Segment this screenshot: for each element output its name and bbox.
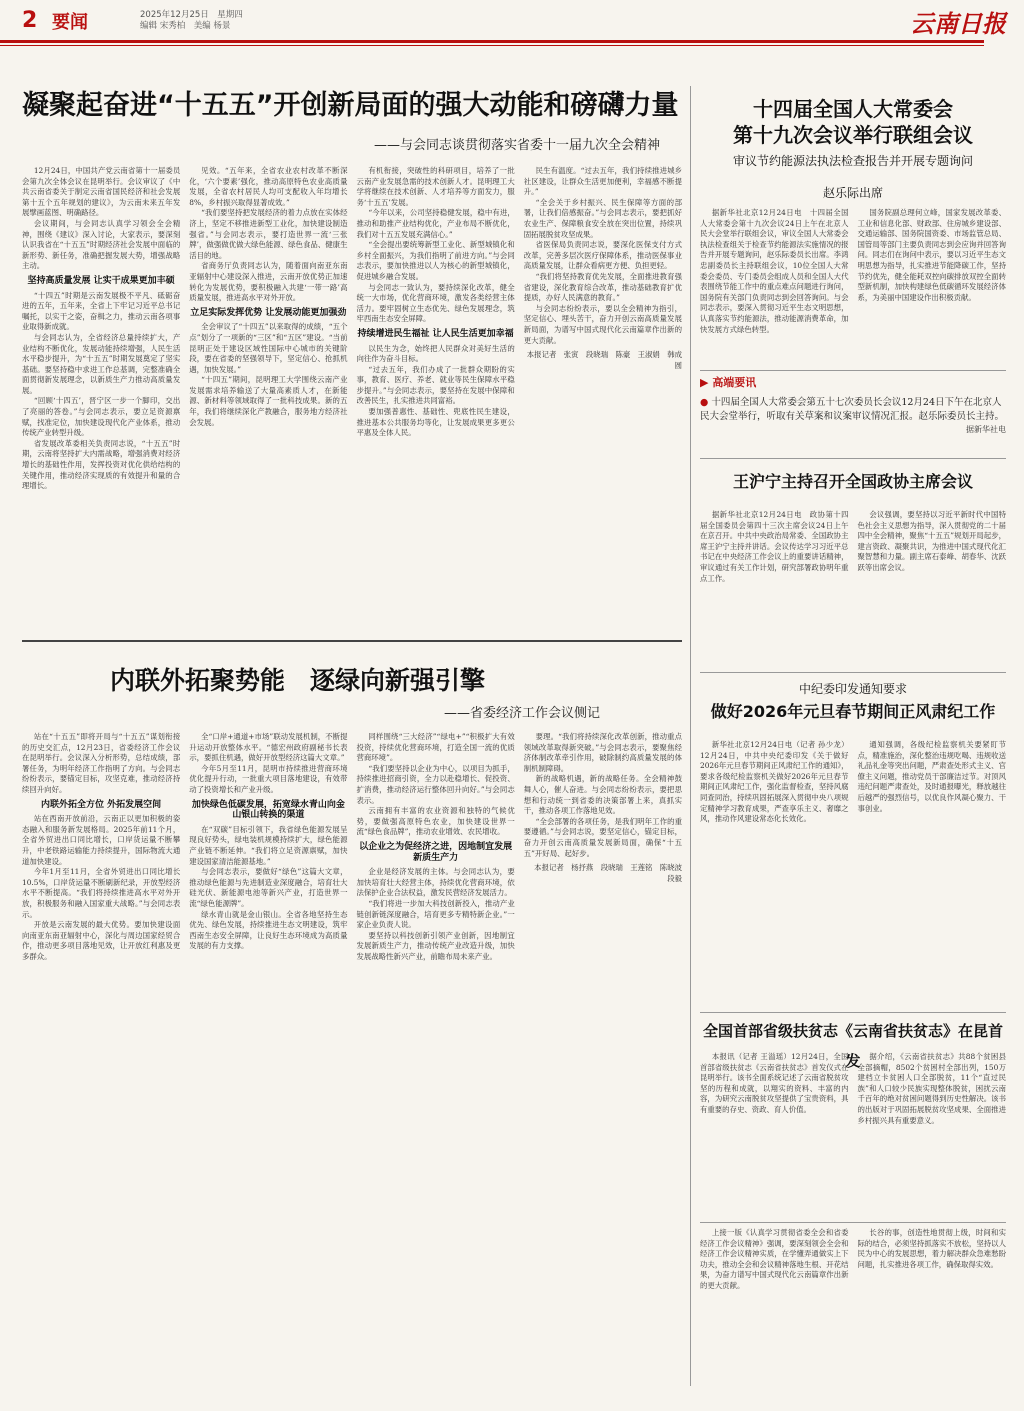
brief-tag <box>700 374 1006 390</box>
lead-col-1 <box>22 166 180 636</box>
paragraph: 据新华社北京12月24日电 十四届全国人大常委会第十九次会议24日上午在北京人民大会堂举行联组会议，审议全国人大常委会执法检查组关于检查节约能源法实施情况的报告并开展专题询问，赵乐际委员长出席。李鸿忠副委员长主持联组会议，10位全国人大常委会委员、专门委员会组成人员和全国人大代表围绕节能工作中的重点难点问题进行询问，国务院有关部门负责同志到会回答询问。与会同志表示，要深入贯彻习近平生态文明思想，认真落实节约能源法，推动能源消费革命，加快发展方式绿色转型。 <box>700 208 849 334</box>
second-headline: 内联外拓聚势能 逐绿向新强引擎 <box>110 666 486 695</box>
masthead-logo: 云南日报 <box>910 9 1006 38</box>
second-body <box>22 732 690 1397</box>
page-header <box>22 0 1006 40</box>
paragraph: 上接一版《认真学习贯彻省委全会和省委经济工作会议精神》强调，要深刻领会全会和经济工作会议精神实质，在学懂弄通做实上下功夫，推动全会和会议精神落地生根、开花结果，为奋力谱写中国式现代化云南篇章作出新的更大贡献。 <box>700 1228 849 1290</box>
paragraph: 与会同志表示，要做好“绿色”这篇大文章，推动绿色能源与先进制造业深度融合，培育壮大硅光伏、新能源电池等新兴产业，打造世界一流“绿色能源牌”。 <box>189 867 348 908</box>
paragraph: “今年以来，公司坚持稳健发展，稳中有进，推动和助推产业结构优化，产业布局不断优化，我们对十五五发展充满信心。” <box>356 208 515 239</box>
paragraph: “我们将进一步加大科技创新投入，推动产业链创新链深度融合，培育更多专精特新企业。”一家企业负责人说。 <box>356 898 515 930</box>
paragraph: 云南拥有丰富的农业资源和独特的气候优势，要做强高原特色农业，加快建设世界一流“绿色食品牌”，推动农业增效、农民增收。 <box>356 806 515 837</box>
discipline-headline-box <box>700 680 1006 736</box>
second-col-3 <box>357 732 515 1397</box>
npc-headline-box <box>700 96 1006 186</box>
lead-col-2 <box>189 166 347 636</box>
npc-body <box>700 208 1006 366</box>
discipline-col-2 <box>858 740 1007 980</box>
header-meta <box>140 10 243 32</box>
brief-rule <box>700 370 1006 371</box>
poverty-rule <box>700 1012 1006 1013</box>
discipline-rule <box>700 672 1006 673</box>
paragraph: “我们要坚持以企业为中心，以项目为抓手，持续推进招商引资，全力以赴稳增长、促投资、扩消费，推动经济运行整体回升向好。”与会同志表示。 <box>356 763 515 805</box>
paragraph: 站在西南开放前沿，云南正以更加积极的姿态融入和服务新发展格局。2025年前11个月，全省外贸进出口同比增长，口岸货运量不断攀升，中老铁路运输能力持续提升，国际物流大通道加快建设。 <box>22 814 181 866</box>
paragraph: 与会同志纷纷表示，要以全会精神为指引，坚定信心、埋头苦干，奋力开创云南高质量发展新局面，为谱写中国式现代化云南篇章作出新的更大贡献。 <box>523 303 682 345</box>
paragraph: 通知强调，各级纪检监察机关要紧盯节点，精准施治，深化整治违规吃喝、违规收送礼品礼金等突出问题，严肃查处形式主义、官僚主义问题，推动党员干部廉洁过节。对顶风违纪问题严肃查处，及时通报曝光，释放越往后越严的强烈信号，以优良作风凝心聚力、干事创业。 <box>857 740 1006 813</box>
paragraph: 绿水青山就是金山银山。全省各地坚持生态优先、绿色发展，持续推进生态文明建设，筑牢西南生态安全屏障，让良好生态环境成为高质量发展的有力支撑。 <box>189 909 348 951</box>
section-divider <box>22 640 682 642</box>
paragraph: “全会提出要统筹新型工业化、新型城镇化和乡村全面振兴，为我们指明了前进方向。”与会同志表示，要加快推进以人为核心的新型城镇化，促进城乡融合发展。 <box>356 240 515 281</box>
paragraph: “过去五年，我们办成了一批群众期盼的实事，教育、医疗、养老、就业等民生保障水平稳步提升。”与会同志表示，要坚持在发展中保障和改善民生，扎实推进共同富裕。 <box>356 364 515 406</box>
cppcc-col-1 <box>700 510 849 650</box>
second-byline: 本报记者 杨抒燕 段晓瑞 王莲铭 陈晓波 段毅 <box>534 863 690 883</box>
paragraph: 新的战略机遇，新的战略任务。全会精神鼓舞人心，催人奋进。与会同志纷纷表示，要把思想和行动统一到省委的决策部署上来，真抓实干，推动各项工作落地见效。 <box>523 774 682 816</box>
second-subheading-1: 内联外拓全方位 外拓发展空间 <box>41 799 162 810</box>
paragraph: 今年1月至11月，全省外贸进出口同比增长10.5%，口岸货运量不断刷新纪录，开放型经济水平不断提高。“我们将持续推进高水平对外开放，积极服务和融入国家重大战略。”与会同志表示。 <box>22 867 181 919</box>
section-name: 要闻 <box>52 12 88 33</box>
second-subtitle-box <box>200 702 600 722</box>
brief-rule-bottom <box>700 458 1006 459</box>
cppcc-title: 王沪宁主持召开全国政协主席会议 <box>732 472 973 491</box>
paragraph: 见效。“五年来，全省农业农村改革不断深化，‘六个要素’强化，推动高原特色农业高质量发展，全省农村居民人均可支配收入年均增长8%，乡村振兴取得显著成效。” <box>189 166 348 207</box>
paragraph: 国务院副总理何立峰，国家发展改革委、工业和信息化部、财政部、住房城乡建设部、交通运输部、国务院国资委、市场监管总局、国管局等部门主要负责同志到会应询并回答询问。同志们在询问中表示，要以习近平生态文明思想为指导，扎实推进节能降碳工作，坚持节约优先，健全能耗双控向碳排放双控全面转型新机制，加快构建绿色低碳循环发展经济体系，为美丽中国建设作出积极贡献。 <box>857 208 1006 302</box>
paragraph: 省商务厅负责同志认为，随着面向南亚东南亚辐射中心建设深入推进，云南开放优势正加速转化为发展优势，要积极融入共建‘一带一路’高质量发展，推进高水平对外开放。 <box>189 261 348 303</box>
npc-title-line1: 十四届全国人大常委会 <box>753 97 953 121</box>
continuation-col-2 <box>858 1228 1007 1398</box>
paragraph: “全会部署的各项任务，是我们明年工作的重要遵循。”与会同志说，要坚定信心，锚定目标，奋力开创云南高质量发展新局面，确保“十五五”开好局、起好步。 <box>523 816 682 858</box>
lead-subheading-3: 持续增进民生福祉 让人民生活更加幸福 <box>357 328 514 339</box>
lead-col-4 <box>524 166 682 636</box>
discipline-body <box>700 740 1006 980</box>
date-line: 2025年12月25日 星期四 <box>140 10 243 20</box>
lead-byline: 本报记者 张寅 段晓瑞 陈豪 王淑娟 韩成圆 <box>526 350 682 370</box>
lead-headline-box <box>22 86 682 136</box>
paragraph: 有机衔接，突破性的科研项目，培养了一批云南产业发展急需的技术创新人才。昆明理工大学将继续在技术创新、人才培养等方面发力，服务‘十五五’发展。 <box>356 166 515 207</box>
brief-text: 十四届全国人大常委会第五十七次委员长会议12月24日下午在北京人民大会堂举行，听取有关草案和议案审议情况汇报。赵乐际委员长主持。 <box>700 397 1005 422</box>
paragraph: 与会同志一致认为，要持续深化改革，健全统一大市场，优化营商环境，激发各类经营主体活力。要牢固树立生态优先、绿色发展理念，筑牢西南生态安全屏障。 <box>356 282 515 324</box>
discipline-kicker: 中纪委印发通知要求 <box>798 682 907 696</box>
column-divider <box>690 86 691 1386</box>
second-col-1 <box>22 732 180 1397</box>
bullet-icon: ● <box>700 397 709 408</box>
npc-subtitle-line2: 赵乐际出席 <box>822 186 883 200</box>
paragraph: “回顾‘十四五’，晋宁区一步一个脚印，交出了亮丽的答卷。”与会同志表示，要立足资源禀赋，找准定位，加快建设现代化产业体系，推动传统产业转型升级。 <box>22 396 181 438</box>
cppcc-headline-box <box>700 466 1006 506</box>
brief-box <box>700 374 1006 454</box>
paragraph: 据新华社北京12月24日电 政协第十四届全国委员会第四十三次主席会议24日上午在京召开。中共中央政治局常委、全国政协主席王沪宁主持并讲话。会议传达学习习近平总书记在中央经济工作会议上的重要讲话精神，审议通过有关工作计划，研究部署政协明年重点工作。 <box>700 510 849 583</box>
paragraph: 企业是经济发展的主体。与会同志认为，要加快培育壮大经营主体，持续优化营商环境，依法保护企业合法权益，激发民营经济发展活力。 <box>356 867 515 898</box>
discipline-title: 做好2026年元旦春节期间正风肃纪工作 <box>710 702 996 721</box>
poverty-col-1 <box>700 1052 849 1212</box>
paragraph: “我们将坚持教育优先发展，全面推进教育强省建设，深化教育综合改革，推动基础教育扩优提质，办好人民满意的教育。” <box>523 271 682 303</box>
header-rule <box>0 40 984 43</box>
paragraph: 要理。“我们将持续深化改革创新，推动重点领域改革取得新突破。”与会同志表示，要聚焦经济体制改革牵引作用，破除制约高质量发展的体制机制障碍。 <box>523 732 682 773</box>
paragraph: 会议强调，要坚持以习近平新时代中国特色社会主义思想为指导，深入贯彻党的二十届四中全会精神，聚焦“十五五”规划开局起步，建言资政、凝聚共识，为推进中国式现代化汇聚智慧和力量。副主席石泰峰、胡春华、沈跃跃等出席会议。 <box>857 510 1006 572</box>
paragraph: 省医保局负责同志说，要深化医保支付方式改革，完善多层次医疗保障体系，推动医保事业高质量发展，让群众看病更方便、负担更轻。 <box>523 240 682 271</box>
lead-headline: 凝聚起奋进“十五五”开创新局面的强大动能和磅礴力量 <box>22 90 679 121</box>
continuation-body <box>700 1228 1006 1398</box>
paragraph: 民生有温度。“过去五年，我们持续推进城乡社区建设，让群众生活更加便利，幸福感不断提升。” <box>523 166 682 197</box>
npc-subtitle-line1: 审议节约能源法执法检查报告并开展专题询问 <box>732 154 973 168</box>
poverty-title: 全国首部省级扶贫志《云南省扶贫志》在昆首发 <box>702 1022 1003 1070</box>
paragraph: 要坚持以科技创新引领产业创新，因地制宜发展新质生产力，推动传统产业改造升级，加快发展战略性新兴产业，前瞻布局未来产业。 <box>356 930 515 961</box>
page-number: 2 <box>22 8 38 33</box>
editors-line: 编辑 宋秀柏 美编 杨景 <box>140 21 231 31</box>
paragraph: 今年5月至11月，昆明市持续推进营商环境优化提升行动，一批重大项目落地建设，有效带动了投资增长和产业升级。 <box>189 763 348 794</box>
npc-col-2 <box>858 208 1007 366</box>
paragraph: “我们要坚持把发展经济的着力点放在实体经济上，坚定不移推进新型工业化，加快建设制造强省。”与会同志表示，要打造世界一流‘三张牌’，做强做优做大绿色能源、绿色食品、健康生活目的地。 <box>189 208 348 260</box>
cppcc-col-2 <box>858 510 1007 650</box>
second-col-2 <box>189 732 347 1397</box>
paragraph: 开放是云南发展的最大优势。要加快建设面向南亚东南亚辐射中心，深化与周边国家经贸合作，推动更多项目落地见效，让开放红利惠及更多群众。 <box>22 920 181 961</box>
paragraph: 本报讯（记者 王溢瑶）12月24日，全国首部省级扶贫志《云南省扶贫志》首发仪式在昆明举行。该书全面系统记述了云南省脱贫攻坚的历程和成就，以翔实的资料、丰富的内容，为研究云南脱贫攻坚提供了宝贵资料，具有重要的存史、资政、育人价值。 <box>700 1052 849 1114</box>
paragraph: 站在“十五五”即将开局与“十五五”谋划衔接的历史交汇点，12月23日，省委经济工作会议在昆明举行。会议深入分析形势，总结成绩，部署任务，为明年经济工作指明了方向。与会同志纷纷表示，要锚定目标，攻坚克难，推动经济持续回升向好。 <box>22 732 181 794</box>
lead-subtitle-box <box>180 134 660 154</box>
second-col-4 <box>523 732 690 1397</box>
paragraph: 12月24日，中国共产党云南省第十一届委员会第九次全体会议在昆明举行。会议审议了《中共云南省委关于制定云南省国民经济和社会发展第十五个五年规划的建议》，为云南未来五年发展擘画蓝图、明确路径。 <box>22 166 181 218</box>
lead-body <box>22 166 682 636</box>
lead-col-3 <box>357 166 515 636</box>
npc-subtitle-box <box>700 184 1006 202</box>
npc-col-1 <box>700 208 849 366</box>
paragraph: 据介绍，《云南省扶贫志》共88个贫困县全部摘帽，8502个贫困村全部出列，150万建档立卡贫困人口全部脱贫，11个“直过民族”和人口较少民族实现整体脱贫，困扰云南千百年的绝对贫困问题得到历史性解决。该书的出版对于巩固拓展脱贫攻坚成果、全面推进乡村振兴具有重要意义。 <box>857 1052 1006 1125</box>
paragraph: 在“双碳”目标引领下，我省绿色能源发展呈现良好势头，绿电装机规模持续扩大，绿色能源产业链不断延伸。“我们将立足资源禀赋，加快建设国家清洁能源基地。” <box>189 824 348 866</box>
continuation-rule <box>700 1222 1006 1223</box>
paragraph: 新华社北京12月24日电（记者 孙少龙）12月24日，中共中央纪委印发《关于做好2026年元旦春节期间正风肃纪工作的通知》，要求各级纪检监察机关做好2026年元旦春节期间正风肃纪工作，强化监督检查，坚持风腐同查同治，持续巩固拓展深入贯彻中央八项规定精神学习教育成果，严查享乐主义、奢靡之风，推动作风建设常态化长效化。 <box>700 740 849 824</box>
npc-title-line2: 第十九次会议举行联组会议 <box>733 123 973 147</box>
lead-subtitle: ——与会同志谈贯彻落实省委十一届九次全会精神 <box>373 138 660 153</box>
continuation-col-1 <box>700 1228 849 1398</box>
paragraph: 要加强普惠性、基础性、兜底性民生建设，推进基本公共服务均等化，让发展成果更多更公平惠及全体人民。 <box>356 407 515 438</box>
cppcc-body <box>700 510 1006 650</box>
second-headline-box <box>110 662 670 702</box>
paragraph: 全会审议了“十四五”以来取得的成绩，“五个点”划分了一项新的“三区”和“五区”建设。“当前昆明正处于建设区域性国际中心城市的关键阶段，要在省委的坚强领导下，坚定信心、抢抓机遇，加快发展。” <box>189 322 348 374</box>
discipline-col-1 <box>700 740 849 980</box>
poverty-body <box>700 1052 1006 1212</box>
lead-subheading-1: 坚持高质量发展 让实干成果更加丰硕 <box>27 275 175 286</box>
second-subheading-3: 以企业之为促经济之进，因地制宜发展新质生产力 <box>359 841 513 863</box>
paragraph: 以民生为念，始终把人民群众对美好生活的向往作为奋斗目标。 <box>356 343 515 364</box>
poverty-headline-box <box>700 1016 1006 1070</box>
header-rule-thin <box>0 45 984 46</box>
brief-tag-label: 高端要讯 <box>712 376 757 389</box>
paragraph: 长谷的事，创造性地贯彻上级，时间和实际的结合，必须坚持抓落实不放松，坚持以人民为中心的发展思想，着力解决群众急难愁盼问题，扎实推进各项工作，确保取得实效。 <box>857 1228 1006 1269</box>
second-subtitle: ——省委经济工作会议侧记 <box>443 706 600 721</box>
paragraph: 省发展改革委相关负责同志说，“十五五”时期，云南将坚持扩大内需战略，增强消费对经济增长的基础性作用，发挥投资对优化供给结构的关键作用，推动经济实现质的有效提升和量的合理增长。 <box>22 438 181 491</box>
paragraph: “十四五”期间，昆明理工大学围绕云南产业发展需求培养输送了大量高素质人才，在新能源、新材料等领域取得了一批科技成果。新的五年，我们将继续深化产教融合，服务地方经济社会发展。 <box>189 375 348 427</box>
paragraph: “十四五”时期是云南发展极不平凡、砥砺奋进的五年，五年来，全省上下牢记习近平总书记嘱托，以实干之姿，奋楫之力，推动云南各项事业取得新成就。 <box>22 290 181 332</box>
poverty-col-2 <box>858 1052 1007 1212</box>
second-subheading-2: 加快绿色低碳发展，拓宽绿水青山向金山银山转换的渠道 <box>191 799 345 821</box>
brief-text-wrap <box>700 396 1006 424</box>
paragraph: 与会同志认为，全省经济总量持续扩大，产业结构不断优化，发展动能持续增强，人民生活水平稳步提升，为“十五五”时期发展奠定了坚实基础。要坚持稳中求进工作总基调，完整准确全面贯彻新发展理念，以新质生产力推动高质量发展。 <box>22 332 181 395</box>
lead-subheading-2: 立足实际发挥优势 让发展动能更加强劲 <box>190 307 347 318</box>
paragraph: 会议期间，与会同志认真学习领会全会精神，围绕《建议》深入讨论，大家表示，要深刻认识我省在“十五五”时期经济社会发展中面临的新形势、新任务，准确把握发展大势，增强战略主动。 <box>22 218 181 271</box>
paragraph: 同样围绕“三大经济”“绿电+”“积极扩大有效投资，持续优化营商环境，打造全国一流的优质营商环境”。 <box>356 732 515 763</box>
arrow-icon: ▶ <box>700 376 709 389</box>
paragraph: 全“口岸+通道+市场”联动发展机制，不断提升运动开放整体水平。“德宏州政府副秘书长表示，要抓住机遇，做好开放型经济这篇大文章。” <box>189 732 348 763</box>
brief-source: 据新华社电 <box>966 425 1006 434</box>
paragraph: “全会关于乡村振兴、民生保障等方面的部署，让我们倍感振奋。”与会同志表示，要把抓好农业生产、保障粮食安全放在突出位置，持续巩固拓展脱贫攻坚成果。 <box>523 197 682 239</box>
